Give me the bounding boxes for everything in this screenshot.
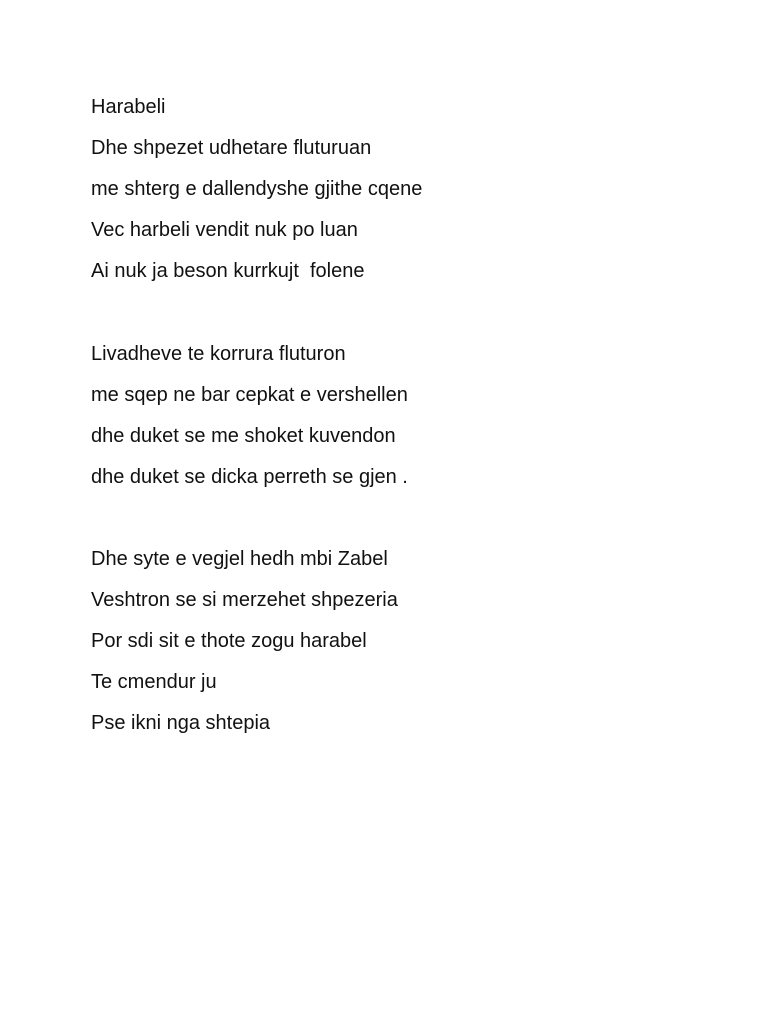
poem-line: Veshtron se si merzehet shpezeria: [91, 589, 398, 612]
stanza-separator: [91, 504, 691, 545]
poem-line: Te cmendur ju: [91, 671, 217, 694]
poem-title: Harabeli: [91, 96, 166, 118]
poem-line: me shterg e dallendyshe gjithe cqene: [91, 178, 423, 201]
stanza-1: [91, 134, 691, 298]
poem-line: dhe duket se me shoket kuvendon: [91, 424, 396, 447]
poem-line: Por sdi sit e thote zogu harabel: [91, 630, 367, 653]
poem-line: dhe duket se dicka perreth se gjen .: [91, 465, 408, 488]
poem-line: Ai nuk ja beson kurrkujt folene: [91, 260, 365, 283]
poem-line: Pse ikni nga shtepia: [91, 712, 271, 735]
poem-line: Vec harbeli vendit nuk po luan: [91, 219, 358, 242]
poem-line: me sqep ne bar cepkat e vershellen: [91, 383, 408, 406]
stanza-3: [91, 545, 691, 750]
poem: [91, 93, 691, 751]
stanza-separator: [91, 298, 691, 339]
poem-line: Livadheve te korrura fluturon: [91, 342, 346, 365]
poem-line: Dhe shpezet udhetare fluturuan: [91, 137, 372, 160]
poem-line: Dhe syte e vegjel hedh mbi Zabel: [91, 548, 388, 571]
stanza-2: [91, 340, 691, 504]
